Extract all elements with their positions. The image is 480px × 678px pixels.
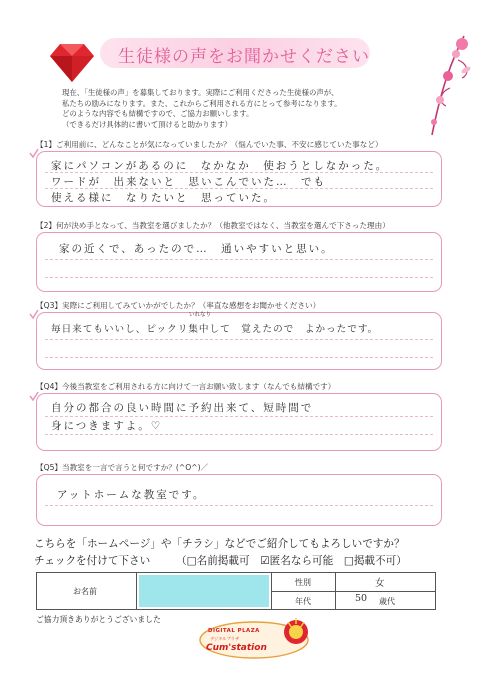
answer-line: 毎日来てもいいし、ピックリ集中して 覚えたので よかったです。 [51, 324, 379, 335]
age-suffix: 歳代 [379, 597, 395, 606]
age-label: 年代 [295, 597, 311, 606]
thanks-text: ご協力頂きありがとうございました [36, 615, 161, 624]
name-label: お名前 [73, 587, 97, 596]
pink-tick-icon [28, 147, 40, 159]
answer-line: 自分の都合の良い時間に予約出来て、短時間で [51, 402, 314, 414]
intro-line: （できるだけ具体的に書いて頂けると助かります） [62, 119, 232, 129]
name-field[interactable] [139, 575, 269, 607]
contact-form [36, 572, 436, 610]
consent-question: こちらを「ホームページ」や「チラシ」などでご紹介してもよろしいですか？ [34, 538, 405, 550]
answer-line: 家にパソコンがあるのに なかなか 使おうとしなかった。 [51, 160, 389, 172]
question-4-title: 【Q4】今後当教室をご利用される方に向けて一言お願い致します（なんでも結構です） [36, 382, 336, 391]
logo-line-2: デジタルプラザ [210, 636, 240, 641]
age-value[interactable]: 50 [355, 593, 368, 604]
intro-line: 現在、「生徒様の声」を募集しております。実際にご利用くださった生徒様の声が、 [62, 88, 339, 97]
answer-line: 身につきますよ。♡ [51, 420, 163, 432]
pink-flower-icon [412, 30, 472, 140]
consent-options[interactable]: （□名前掲載可 ☑匿名なら可能 □掲載不可） [176, 555, 407, 567]
answer-line: 家の近くで、あったので… 通いやすいと思い。 [59, 243, 334, 255]
question-1-title: 【1】ご利用前に、どんなことが気になっていましたか？（悩んでいた事、不安に感じていた事など） [36, 140, 383, 149]
gender-label: 性別 [295, 578, 311, 587]
question-3-title: 【Q3】実際にご利用してみていかがでしたか？（率直な感想をお聞かせください） [36, 301, 321, 310]
answer-line: 使える様に なりたいと 思っていた。 [51, 192, 276, 204]
question-2-title: 【2】何が決め手となって、当教室を選びましたか？（他教室ではなく、当教室を選んで下さった理由） [36, 221, 390, 230]
intro-line: 私たちの励みになります。また、これからご利用される方にとって参考になります。 [62, 98, 342, 108]
question-2-answer-box [36, 232, 442, 292]
page-title: 生徒様の声をお聞かせください [118, 47, 370, 67]
question-3-answer-box [36, 312, 442, 370]
question-5-title: 【Q5】当教室を一言で言うと何ですか？(^O^)／ [36, 463, 209, 472]
consent-instruction: チェックを付けて下さい [34, 555, 151, 567]
question-5-answer-box [36, 474, 442, 526]
gender-value[interactable]: 女 [375, 578, 385, 589]
answer-line: ワードが 出来ないと 思いこんでいた… でも [51, 176, 326, 188]
inserted-note: いれなり [189, 312, 212, 318]
logo-line-1: DIGITAL PLAZA [208, 628, 260, 634]
pink-tick-icon [28, 390, 40, 402]
answer-line: アットホームな教室です。 [57, 489, 206, 501]
intro-text [62, 88, 402, 130]
logo-line-3: Cum'station [206, 643, 267, 653]
question-1-answer-box [36, 151, 442, 207]
pink-tick-icon [28, 308, 40, 320]
question-4-answer-box [36, 393, 442, 451]
intro-line: どのような内容でも結構ですので、ご協力お願いします。 [62, 109, 254, 119]
red-gem-icon [50, 42, 94, 82]
